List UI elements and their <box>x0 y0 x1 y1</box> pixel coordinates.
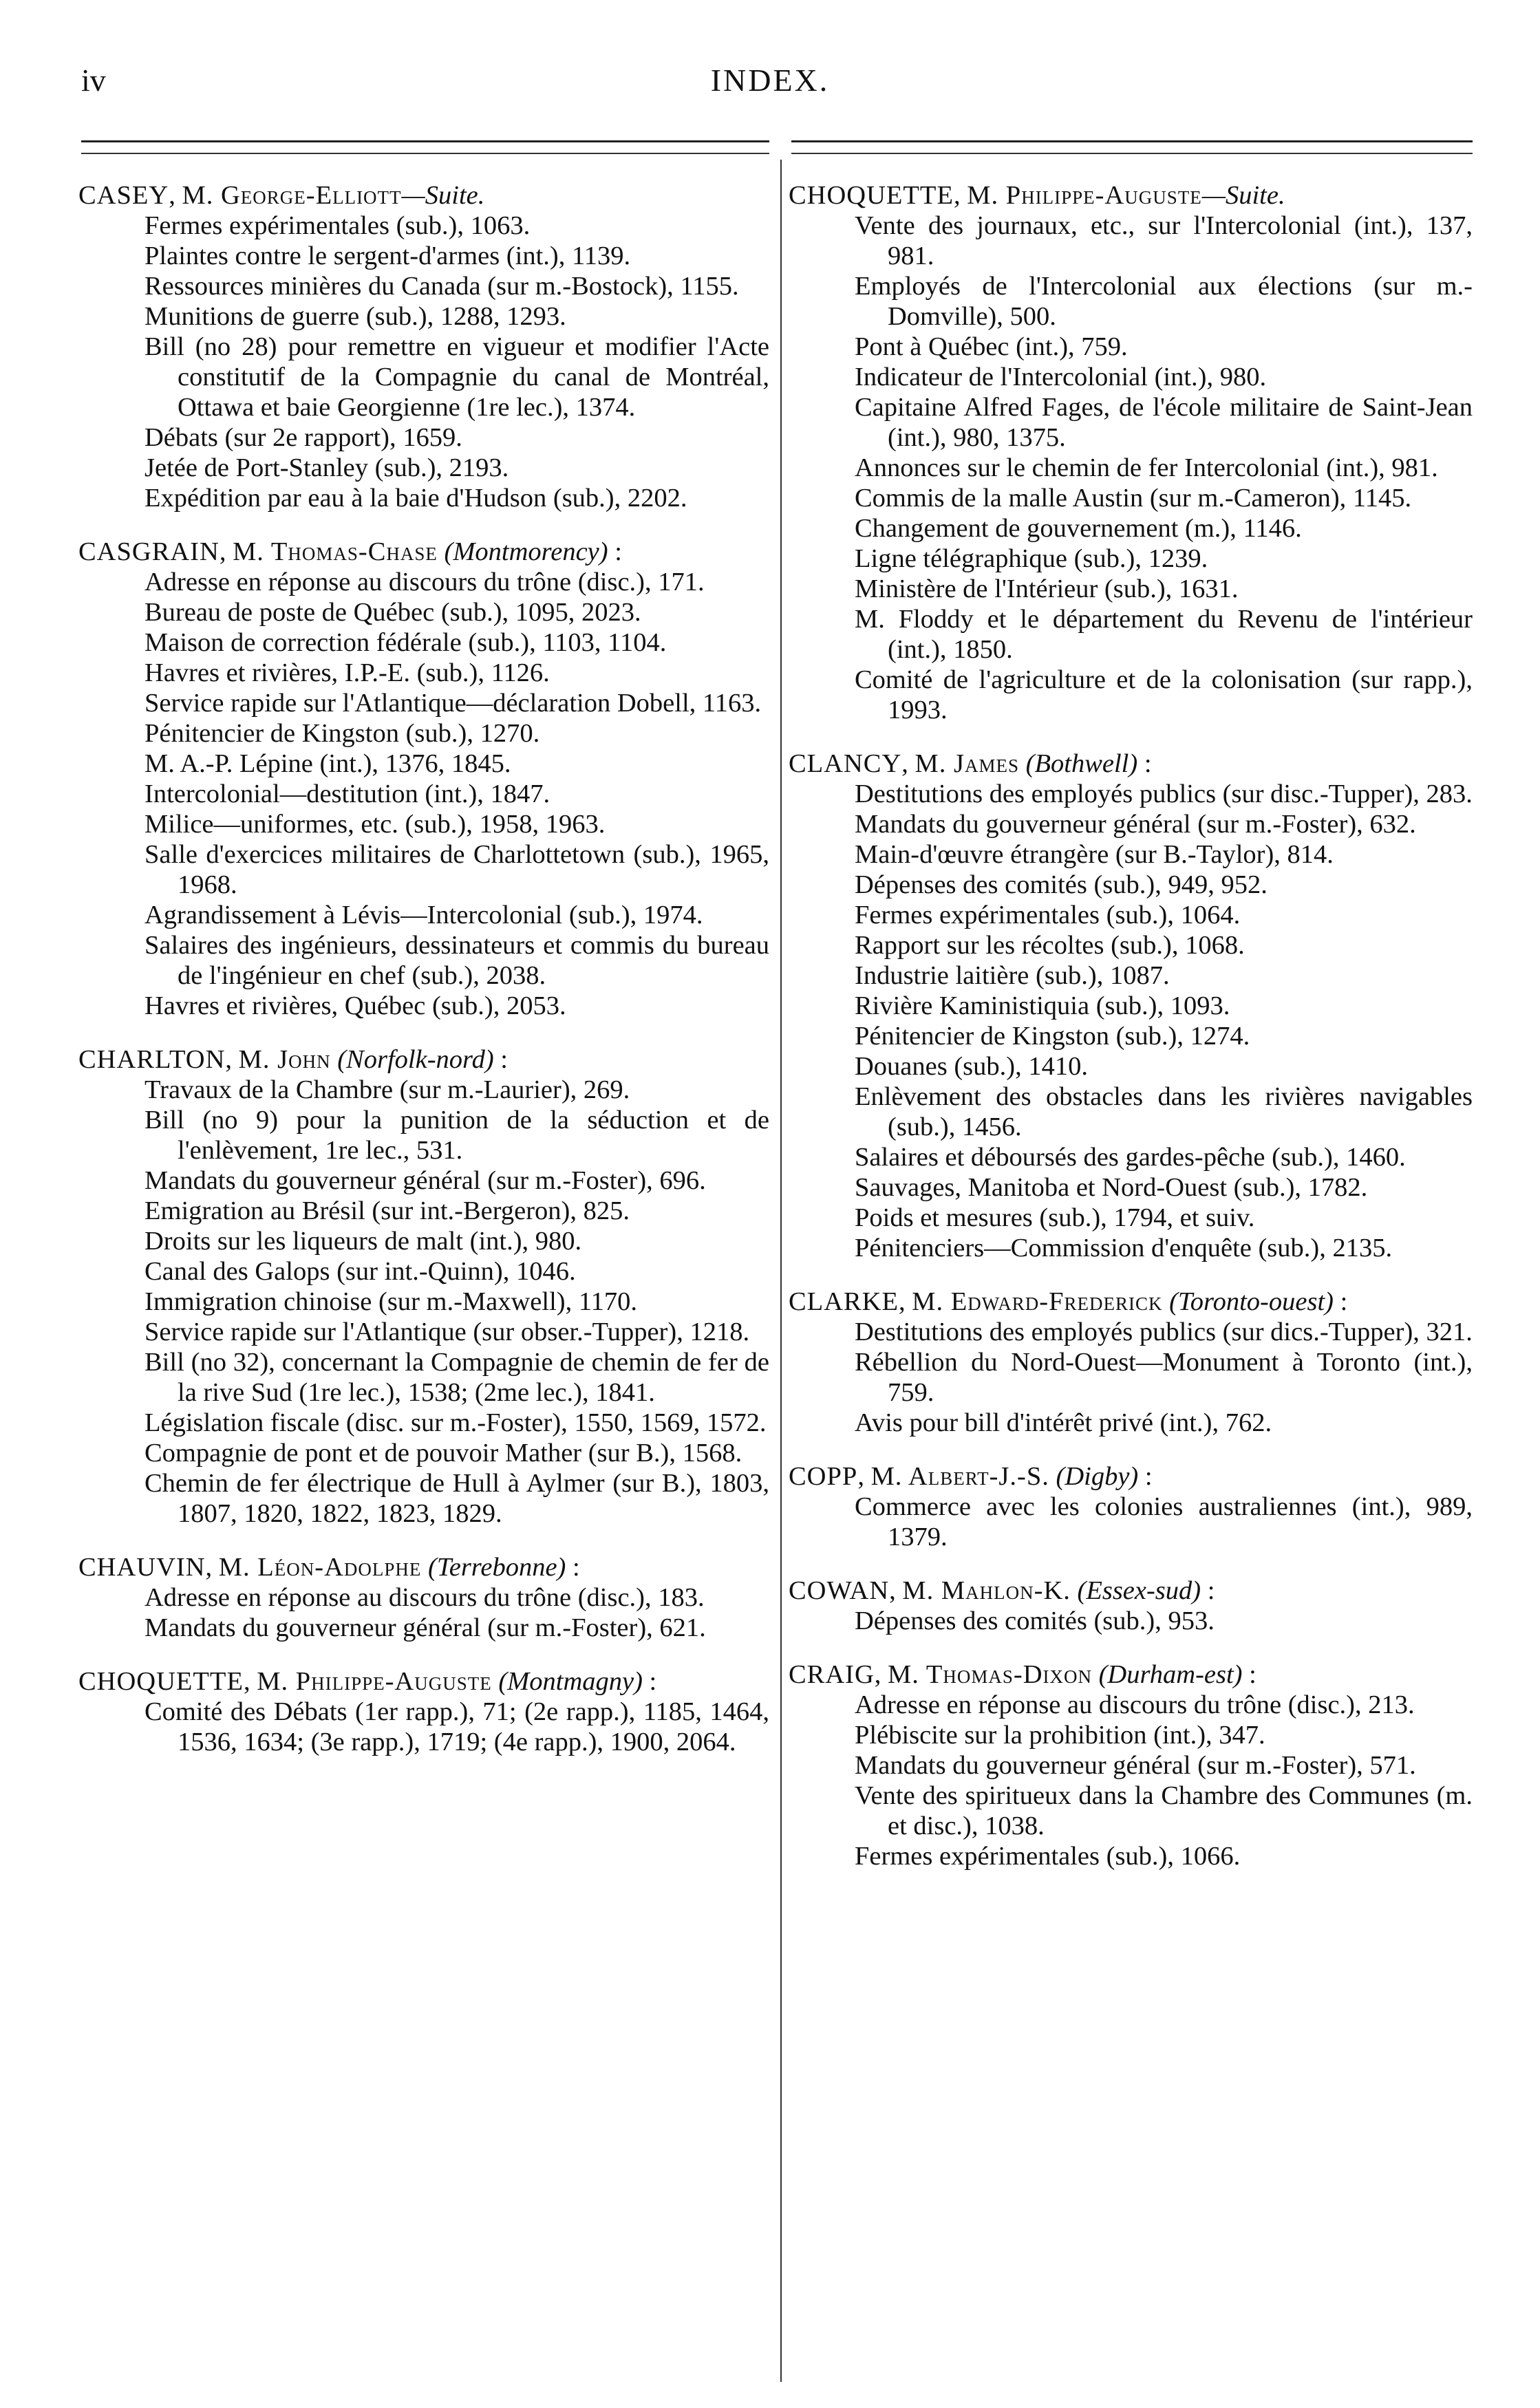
left-column <box>78 180 769 1781</box>
index-entry <box>78 1044 769 1529</box>
entry-surname: CLANCY <box>789 749 902 778</box>
index-item: Adresse en réponse au discours du trône (disc.), 213. <box>855 1690 1415 1719</box>
index-item: Législation fiscale (disc. sur m.-Foster), 1550, 1569, 1572. <box>145 1408 767 1437</box>
index-item: Pont à Québec (int.), 759. <box>855 332 1128 361</box>
entry-riding: (Durham-est) <box>1098 1660 1243 1689</box>
entry-heading: CLARKE, M. Edward-Frederick (Toronto-ouest) : <box>789 1287 1348 1316</box>
index-entry <box>78 180 769 513</box>
index-item: Industrie laitière (sub.), 1087. <box>855 961 1170 990</box>
header-rule-bottom-right <box>791 153 1473 154</box>
index-item: M. A.-P. Lépine (int.), 1376, 1845. <box>145 749 511 778</box>
entry-heading: COPP, M. Albert-J.-S. (Digby) : <box>789 1462 1153 1491</box>
entry-heading: CASGRAIN, M. Thomas-Chase (Montmorency) : <box>78 537 622 566</box>
entry-surname: CHOQUETTE <box>78 1667 244 1696</box>
index-item: Mandats du gouverneur général (sur m.-Foster), 632. <box>855 810 1416 839</box>
index-item: Plaintes contre le sergent-d'armes (int.), 1139. <box>145 241 631 270</box>
index-item: Mandats du gouverneur général (sur m.-Foster), 621. <box>145 1613 706 1642</box>
index-item: Douanes (sub.), 1410. <box>855 1052 1088 1081</box>
entry-riding: (Montmagny) <box>498 1667 643 1696</box>
index-item: Service rapide sur l'Atlantique (sur obser.-Tupper), 1218. <box>145 1318 750 1346</box>
index-item: Pénitencier de Kingston (sub.), 1274. <box>855 1022 1250 1051</box>
index-item: Mandats du gouverneur général (sur m.-Foster), 571. <box>855 1751 1416 1780</box>
entry-items <box>81 1075 769 1529</box>
index-item: Main-d'œuvre étrangère (sur B.-Taylor), 814. <box>855 840 1334 869</box>
entry-surname: COWAN <box>789 1576 890 1605</box>
index-entry <box>791 749 1473 1263</box>
index-entry <box>791 1576 1473 1636</box>
entry-items <box>81 211 769 513</box>
index-item: Mandats du gouverneur général (sur m.-Foster), 696. <box>145 1166 706 1195</box>
entry-riding: (Digby) <box>1056 1462 1139 1491</box>
entry-given-name: M. James <box>915 749 1020 778</box>
entry-items <box>81 1697 769 1757</box>
entry-given-name: M. Philippe-Auguste <box>967 181 1202 210</box>
entry-given-name: M. Léon-Adolphe <box>218 1553 422 1582</box>
entry-heading: CLANCY, M. James (Bothwell) : <box>789 749 1152 778</box>
entry-heading: CHAUVIN, M. Léon-Adolphe (Terrebonne) : <box>78 1553 580 1582</box>
index-item: Bureau de poste de Québec (sub.), 1095, 2023. <box>145 598 641 627</box>
entry-suffix: : <box>1333 1287 1348 1316</box>
entry-riding: (Essex-sud) <box>1077 1576 1201 1605</box>
entry-riding: (Montmorency) <box>444 537 608 566</box>
entry-given-name: M. John <box>238 1045 331 1074</box>
index-item: Salaires des ingénieurs, dessinateurs et commis du bureau de l'ingénieur en chef (sub.), 2038. <box>145 931 769 990</box>
index-item: Adresse en réponse au discours du trône (disc.), 183. <box>145 1583 705 1612</box>
index-item: Dépenses des comités (sub.), 953. <box>855 1606 1215 1635</box>
index-item: M. Floddy et le département du Revenu de l'intérieur (int.), 1850. <box>855 605 1473 664</box>
index-item: Havres et rivières, Québec (sub.), 2053. <box>145 991 566 1020</box>
index-item: Ligne télégraphique (sub.), 1239. <box>855 544 1208 573</box>
right-column <box>791 180 1473 1895</box>
index-entry <box>78 537 769 1021</box>
entry-surname: CHAUVIN <box>78 1553 206 1582</box>
index-item: Sauvages, Manitoba et Nord-Ouest (sub.), 1782. <box>855 1173 1368 1202</box>
index-item: Plébiscite sur la prohibition (int.), 347. <box>855 1721 1265 1750</box>
index-item: Comité des Débats (1er rapp.), 71; (2e rapp.), 1185, 1464, 1536, 1634; (3e rapp.), 1719; (4e rapp.), 1900, 2064. <box>145 1697 769 1756</box>
entry-given-name: M. Mahlon-K. <box>902 1576 1071 1605</box>
index-entry <box>791 1287 1473 1438</box>
index-item: Bill (no 28) pour remettre en vigueur et modifier l'Acte constitutif de la Compagnie du canal de Montréal, Ottawa et baie Georgienne (1re lec.), 1374. <box>145 332 769 422</box>
index-item: Bill (no 32), concernant la Compagnie de chemin de fer de la rive Sud (1re lec.), 1538; (2me lec.), 1841. <box>145 1348 769 1407</box>
index-item: Travaux de la Chambre (sur m.-Laurier), 269. <box>145 1075 630 1104</box>
entry-given-name: M. Thomas-Dixon <box>888 1660 1092 1689</box>
index-item: Intercolonial—destitution (int.), 1847. <box>145 780 550 808</box>
index-item: Salle d'exercices militaires de Charlottetown (sub.), 1965, 1968. <box>145 840 769 899</box>
index-item: Enlèvement des obstacles dans les rivières navigables (sub.), 1456. <box>855 1082 1473 1141</box>
index-item: Poids et mesures (sub.), 1794, et suiv. <box>855 1203 1255 1232</box>
index-entry <box>791 1461 1473 1552</box>
index-item: Changement de gouvernement (m.), 1146. <box>855 514 1302 543</box>
entry-items <box>791 1690 1473 1871</box>
index-item: Immigration chinoise (sur m.-Maxwell), 1170. <box>145 1287 638 1316</box>
index-item: Destitutions des employés publics (sur disc.-Tupper), 283. <box>855 780 1473 808</box>
entry-given-name: M. Philippe-Auguste <box>257 1667 492 1696</box>
entry-given-name: M. Albert-J.-S. <box>870 1462 1049 1491</box>
entry-riding: (Toronto-ouest) <box>1169 1287 1334 1316</box>
entry-given-name: M. Thomas-Chase <box>233 537 438 566</box>
index-item: Pénitenciers—Commission d'enquête (sub.), 2135. <box>855 1234 1393 1262</box>
entry-surname: COPP <box>789 1462 858 1491</box>
index-item: Agrandissement à Lévis—Intercolonial (sub.), 1974. <box>145 901 703 929</box>
header-rule-top-left <box>81 140 769 142</box>
entry-riding: —Suite. <box>1201 181 1285 210</box>
index-item: Jetée de Port-Stanley (sub.), 2193. <box>145 453 509 482</box>
entry-items <box>791 211 1473 725</box>
index-item: Compagnie de pont et de pouvoir Mather (sur B.), 1568. <box>145 1439 742 1468</box>
entry-riding: (Terrebonne) <box>428 1553 566 1582</box>
entry-surname: CRAIG <box>789 1660 875 1689</box>
index-item: Vente des journaux, etc., sur l'Intercolonial (int.), 137, 981. <box>855 211 1473 270</box>
entry-heading: CHARLTON, M. John (Norfolk-nord) : <box>78 1045 508 1074</box>
index-item: Vente des spiritueux dans la Chambre des Communes (m. et disc.), 1038. <box>855 1781 1473 1840</box>
index-entry <box>791 1659 1473 1871</box>
index-entry <box>78 1666 769 1757</box>
entry-suffix: : <box>566 1553 580 1582</box>
entry-suffix: : <box>1242 1660 1256 1689</box>
entry-items <box>791 1317 1473 1438</box>
entry-items <box>791 1492 1473 1552</box>
entry-suffix: : <box>1138 1462 1153 1491</box>
entry-riding: —Suite. <box>401 181 485 210</box>
entry-riding: (Bothwell) <box>1025 749 1138 778</box>
index-entry <box>78 1552 769 1643</box>
index-item: Adresse en réponse au discours du trône (disc.), 171. <box>145 568 705 596</box>
entry-surname: CLARKE <box>789 1287 899 1316</box>
index-item: Annonces sur le chemin de fer Intercolonial (int.), 981. <box>855 453 1438 482</box>
entry-suffix: : <box>642 1667 657 1696</box>
index-item: Fermes expérimentales (sub.), 1063. <box>145 211 531 240</box>
index-item: Avis pour bill d'intérêt privé (int.), 762. <box>855 1408 1272 1437</box>
index-item: Indicateur de l'Intercolonial (int.), 980. <box>855 363 1267 391</box>
entry-riding: (Norfolk-nord) <box>337 1045 494 1074</box>
index-item: Emigration au Brésil (sur int.-Bergeron), 825. <box>145 1196 630 1225</box>
entry-given-name: M. Edward-Frederick <box>912 1287 1163 1316</box>
index-item: Chemin de fer électrique de Hull à Aylmer (sur B.), 1803, 1807, 1820, 1822, 1823, 1829. <box>145 1469 769 1528</box>
entry-items <box>791 779 1473 1263</box>
index-item: Milice—uniformes, etc. (sub.), 1958, 1963. <box>145 810 606 839</box>
index-entry <box>791 180 1473 725</box>
entry-given-name: M. George-Elliott <box>182 181 402 210</box>
entry-items <box>81 567 769 1021</box>
index-item: Salaires et déboursés des gardes-pêche (sub.), 1460. <box>855 1143 1406 1172</box>
index-item: Rapport sur les récoltes (sub.), 1068. <box>855 931 1245 960</box>
column-divider <box>780 160 782 2382</box>
index-item: Ressources minières du Canada (sur m.-Bostock), 1155. <box>145 272 739 301</box>
index-item: Service rapide sur l'Atlantique—déclaration Dobell, 1163. <box>145 689 762 718</box>
entry-surname: CHARLTON <box>78 1045 226 1074</box>
index-item: Expédition par eau à la baie d'Hudson (sub.), 2202. <box>145 484 687 513</box>
index-item: Commerce avec les colonies australiennes (int.), 989, 1379. <box>855 1492 1473 1551</box>
index-item: Maison de correction fédérale (sub.), 1103, 1104. <box>145 628 667 657</box>
entry-suffix: : <box>1201 1576 1215 1605</box>
index-item: Fermes expérimentales (sub.), 1066. <box>855 1842 1241 1871</box>
index-item: Rivière Kaministiquia (sub.), 1093. <box>855 991 1230 1020</box>
entry-surname: CASEY <box>78 181 169 210</box>
index-item: Commis de la malle Austin (sur m.-Cameron), 1145. <box>855 484 1412 513</box>
entry-suffix: : <box>1137 749 1152 778</box>
index-item: Munitions de guerre (sub.), 1288, 1293. <box>145 302 566 331</box>
entry-items <box>791 1606 1473 1636</box>
page-number: iv <box>81 63 106 98</box>
entry-surname: CASGRAIN <box>78 537 220 566</box>
page-title: INDEX. <box>710 63 830 98</box>
index-item: Dépenses des comités (sub.), 949, 952. <box>855 870 1268 899</box>
index-item: Capitaine Alfred Fages, de l'école militaire de Saint-Jean (int.), 980, 1375. <box>855 393 1473 452</box>
header-rule-top-right <box>791 140 1473 142</box>
index-item: Comité de l'agriculture et de la colonisation (sur rapp.), 1993. <box>855 665 1473 724</box>
index-item: Fermes expérimentales (sub.), 1064. <box>855 901 1241 929</box>
entry-heading: COWAN, M. Mahlon-K. (Essex-sud) : <box>789 1576 1215 1605</box>
entry-heading: CHOQUETTE, M. Philippe-Auguste—Suite. <box>789 181 1285 210</box>
index-item: Rébellion du Nord-Ouest—Monument à Toronto (int.), 759. <box>855 1348 1473 1407</box>
index-item: Canal des Galops (sur int.-Quinn), 1046. <box>145 1257 576 1286</box>
index-item: Débats (sur 2e rapport), 1659. <box>145 423 462 452</box>
entry-heading: CHOQUETTE, M. Philippe-Auguste (Montmagny) : <box>78 1667 657 1696</box>
entry-heading: CRAIG, M. Thomas-Dixon (Durham-est) : <box>789 1660 1256 1689</box>
index-item: Droits sur les liqueurs de malt (int.), 980. <box>145 1227 582 1256</box>
index-item: Bill (no 9) pour la punition de la séduction et de l'enlèvement, 1re lec., 531. <box>145 1106 769 1165</box>
index-item: Employés de l'Intercolonial aux élections (sur m.-Domville), 500. <box>855 272 1473 331</box>
index-item: Ministère de l'Intérieur (sub.), 1631. <box>855 574 1239 603</box>
index-item: Pénitencier de Kingston (sub.), 1270. <box>145 719 540 748</box>
entry-items <box>81 1582 769 1643</box>
index-item: Havres et rivières, I.P.-E. (sub.), 1126. <box>145 658 550 687</box>
entry-heading: CASEY, M. George-Elliott—Suite. <box>78 181 485 210</box>
entry-suffix: : <box>608 537 622 566</box>
header-rule-bottom-left <box>81 153 769 154</box>
entry-suffix: : <box>493 1045 508 1074</box>
entry-surname: CHOQUETTE <box>789 181 954 210</box>
index-item: Destitutions des employés publics (sur dics.-Tupper), 321. <box>855 1318 1473 1346</box>
